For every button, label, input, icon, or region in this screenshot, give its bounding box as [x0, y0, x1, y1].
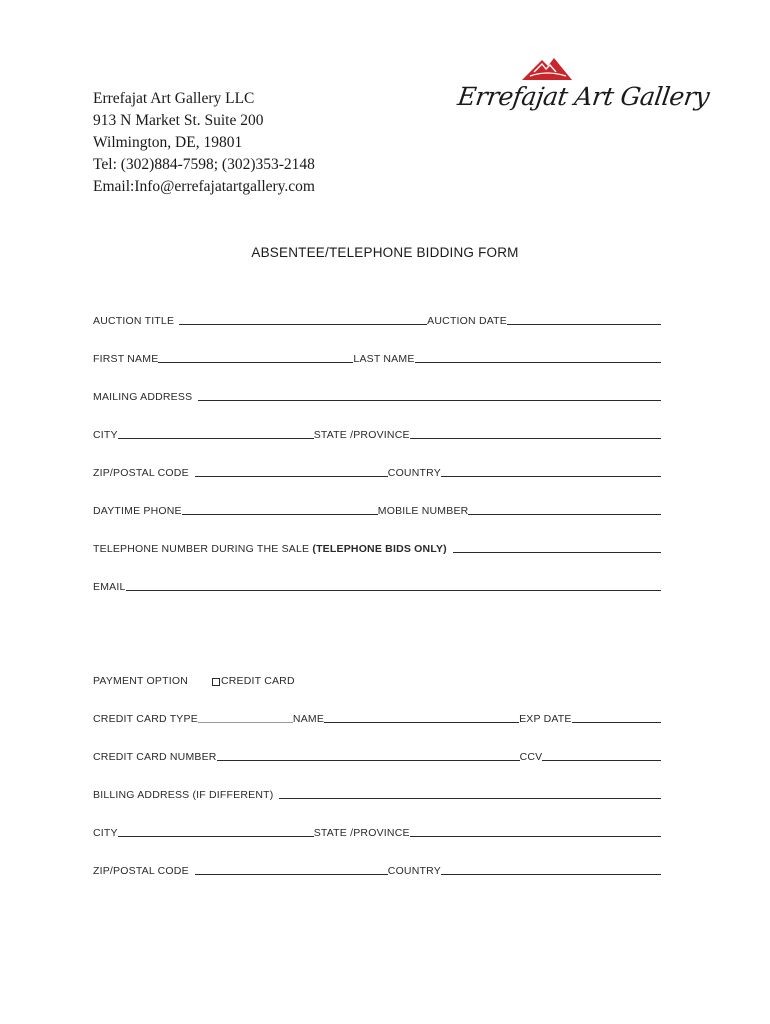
gallery-logo	[452, 52, 712, 132]
email-row	[93, 578, 661, 594]
email-field[interactable]	[126, 578, 661, 591]
credit-card-label: CREDIT CARD	[220, 675, 295, 687]
form-title: ABSENTEE/TELEPHONE BIDDING FORM	[251, 245, 519, 260]
mobile-number-label: MOBILE NUMBER	[377, 505, 469, 517]
company-name: Errefajat Art Gallery LLC	[93, 90, 255, 107]
telephone-numbers: Tel: (302)884-7598; (302)353-2148	[93, 156, 315, 173]
card-type-label: CREDIT CARD TYPE	[93, 713, 198, 725]
exp-date-field[interactable]	[572, 710, 661, 723]
email-label: EMAIL	[93, 581, 126, 593]
country-label: COUNTRY	[387, 467, 441, 479]
last-name-field[interactable]	[415, 350, 661, 363]
telephone-during-sale-text: TELEPHONE NUMBER DURING THE SALE	[93, 543, 310, 555]
first-name-label: FIRST NAME	[93, 353, 159, 365]
ccv-field[interactable]	[542, 748, 661, 761]
billing-address-row	[93, 786, 661, 802]
zip-country-row	[93, 464, 661, 480]
auction-date-label: AUCTION DATE	[427, 315, 507, 327]
mailing-address-label: MAILING ADDRESS	[93, 391, 193, 403]
zip-field[interactable]	[195, 464, 388, 477]
country-field[interactable]	[441, 464, 661, 477]
logo-wordmark: Errefajat Art Gallery	[455, 82, 712, 111]
card-number-field[interactable]	[217, 748, 520, 761]
city-state-row	[93, 426, 661, 442]
payment-option-label: PAYMENT OPTION	[93, 675, 188, 687]
billing-city-label: CITY	[93, 827, 118, 839]
auction-date-field[interactable]	[507, 312, 661, 325]
billing-state-label: STATE /PROVINCE	[313, 827, 410, 839]
billing-zip-field[interactable]	[195, 862, 388, 875]
zip-label: ZIP/POSTAL CODE	[93, 467, 189, 479]
state-field[interactable]	[410, 426, 661, 439]
credit-card-checkbox[interactable]	[212, 678, 220, 686]
card-type-row	[93, 710, 661, 726]
ccv-label: CCV	[519, 751, 543, 763]
daytime-phone-label: DAYTIME PHONE	[93, 505, 182, 517]
city-label: CITY	[93, 429, 118, 441]
auction-row	[93, 312, 661, 328]
city-state-zip: Wilmington, DE, 19801	[93, 134, 243, 151]
mailing-address-row	[93, 388, 661, 404]
mobile-number-field[interactable]	[468, 502, 661, 515]
billing-zip-country-row	[93, 862, 661, 878]
billing-state-field[interactable]	[410, 824, 661, 837]
street-address: 913 N Market St. Suite 200	[93, 112, 264, 129]
email-address: Email:Info@errefajatartgallery.com	[93, 178, 315, 195]
red-mountain-logo-icon	[520, 52, 574, 84]
telephone-during-sale-label	[93, 543, 447, 556]
cardholder-name-field[interactable]	[324, 710, 519, 723]
card-type-field[interactable]	[198, 710, 293, 723]
billing-country-field[interactable]	[441, 862, 661, 875]
billing-country-label: COUNTRY	[387, 865, 441, 877]
gallery-address-block	[93, 88, 315, 198]
phone-row	[93, 502, 661, 518]
billing-city-field[interactable]	[118, 824, 314, 837]
auction-title-field[interactable]	[179, 312, 427, 325]
billing-zip-label: ZIP/POSTAL CODE	[93, 865, 189, 877]
daytime-phone-field[interactable]	[182, 502, 378, 515]
first-name-field[interactable]	[158, 350, 353, 363]
telephone-during-sale-field[interactable]	[453, 540, 661, 553]
billing-address-field[interactable]	[279, 786, 661, 799]
credit-card-option[interactable]	[212, 675, 295, 688]
billing-address-label: BILLING ADDRESS (IF DIFFERENT)	[93, 789, 274, 801]
card-number-label: CREDIT CARD NUMBER	[93, 751, 217, 763]
telephone-bids-only-text: (TELEPHONE BIDS ONLY)	[312, 543, 447, 555]
last-name-label: LAST NAME	[353, 353, 415, 365]
name-row	[93, 350, 661, 366]
state-label: STATE /PROVINCE	[313, 429, 410, 441]
mailing-address-field[interactable]	[198, 388, 661, 401]
auction-title-label: AUCTION TITLE	[93, 315, 175, 327]
telephone-bid-row	[93, 540, 661, 556]
billing-city-state-row	[93, 824, 661, 840]
payment-option-row	[93, 672, 661, 688]
exp-date-label: EXP DATE	[519, 713, 572, 725]
cardholder-name-label: NAME	[292, 713, 325, 725]
city-field[interactable]	[118, 426, 314, 439]
card-number-row	[93, 748, 661, 764]
